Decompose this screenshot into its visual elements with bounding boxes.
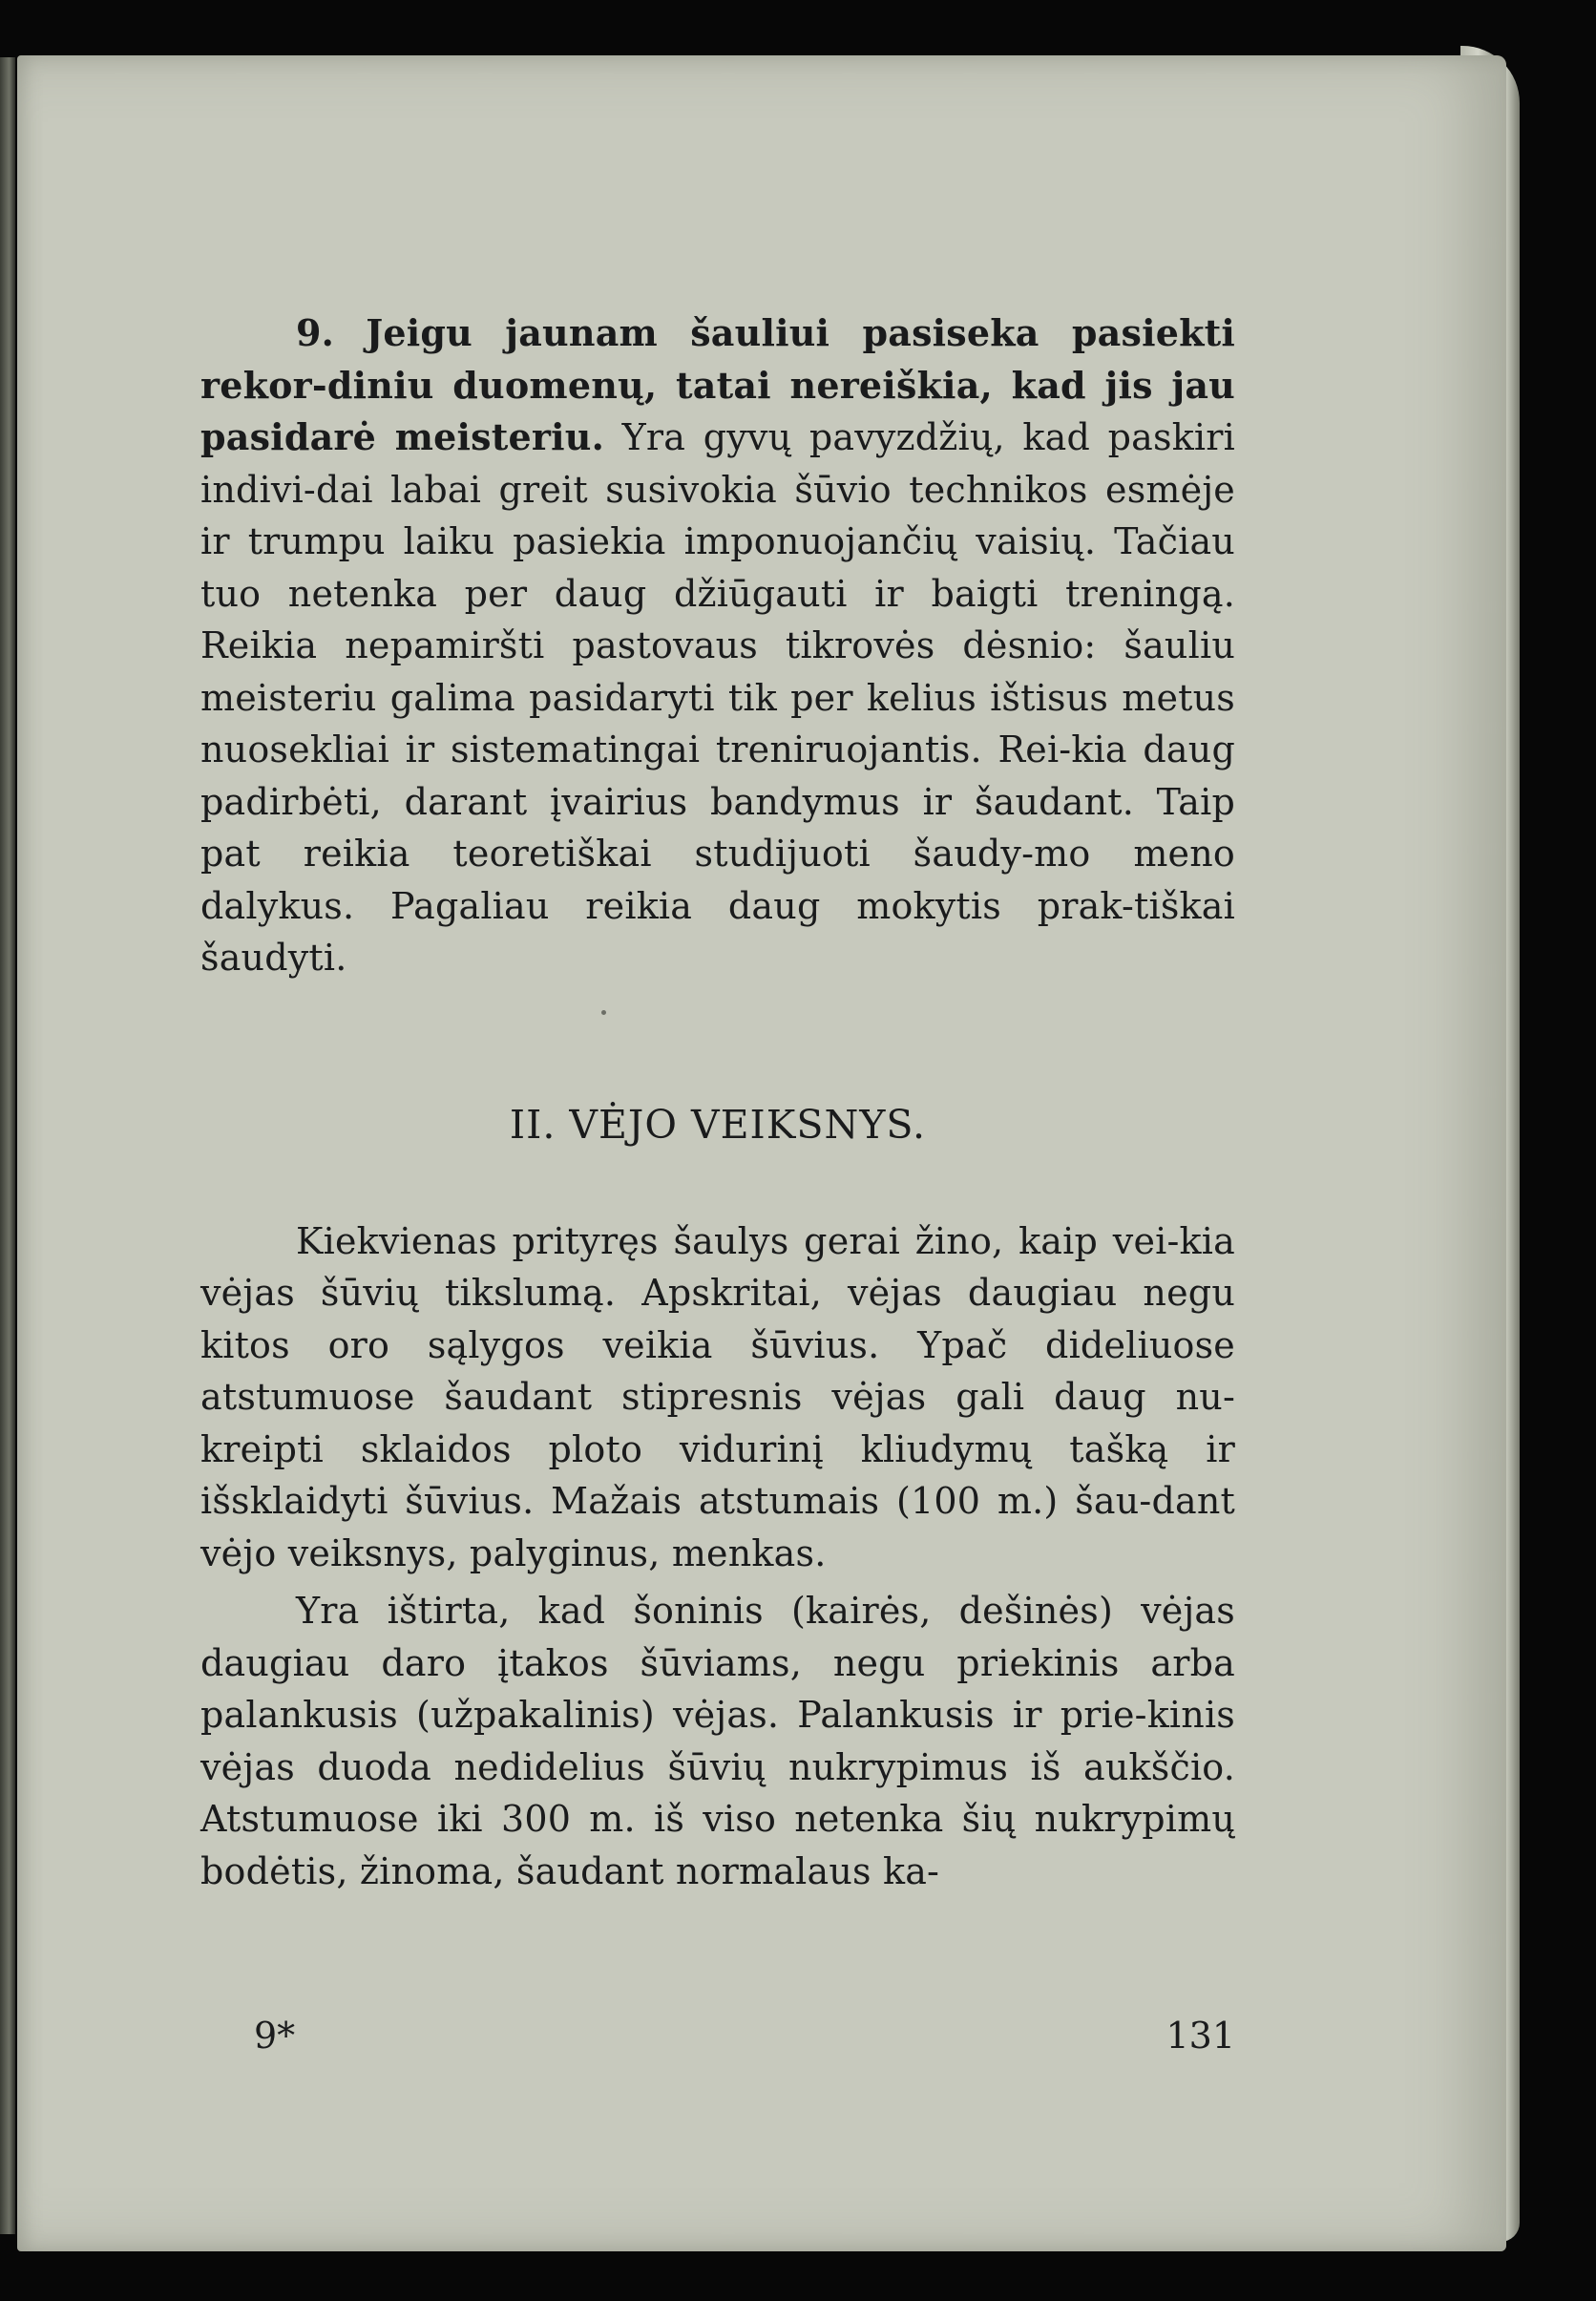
paragraph-2: Yra ištirta, kad šoninis (kairės, dešinės) vėjas daugiau daro įtakos šūviams, negu priekinis arba palankusis (užpakalinis) vėjas. Palankusis ir prie-kinis vėjas duoda nedidelius šūvių nukrypimus iš aukščio. Atstumuose iki 300 m. iš viso netenka šių nukrypimų bodėtis, žinoma, šaudant normalaus ka- bbox=[200, 1590, 1235, 1892]
page-text bbox=[200, 307, 1235, 1897]
section-9-number: 9. bbox=[296, 311, 335, 354]
signature-mark: 9* bbox=[254, 2015, 296, 2057]
book-edge-left bbox=[0, 57, 15, 2234]
chapter-heading: II. VĖJO VEIKSNYS. bbox=[509, 1101, 927, 1148]
paragraph-1: Kiekvienas prityręs šaulys gerai žino, kaip vei-kia vėjas šūvių tikslumą. Apskritai, vėjas daugiau negu kitos oro sąlygos veikia šūvius. Ypač dideliuose atstumuose šaudant stipresnis vėjas gali daug nu-kreipti sklaidos ploto vidurinį kliudymų tašką ir išsklaidyti šūvius. Mažais atstumais (100 m.) šau-dant vėjo veiksnys, palyginus, menkas. bbox=[200, 1219, 1235, 1574]
section-9-paragraph bbox=[200, 307, 1235, 984]
page-number: 131 bbox=[1166, 2015, 1235, 2057]
section-9-lead: Jeigu jaunam šauliui pasiseka pasiekti rekor-diniu duomenų, tatai nereiškia, kad jis jau pasidarė meisteriu. bbox=[200, 311, 1236, 458]
section-9-body: Yra gyvų pavyzdžių, kad paskiri indivi-dai labai greit susivokia šūvio technikos esmėje ir trumpu laiku pasiekia imponuojančių vaisių. Tačiau tuo netenka per daug džiūgauti ir baigti treningą. Reikia nepamiršti pastovaus tikrovės dėsnio: šauliu meisteriu galima pasidaryti tik per kelius ištisus metus nuosekliai ir sistematingai treniruojantis. Rei-kia daug padirbėti, darant įvairius bandymus ir šaudant. Taip pat reikia teoretiškai studijuoti šaudy-mo meno dalykus. Pagaliau reikia daug mokytis prak-tiškai šaudyti. bbox=[200, 416, 1235, 979]
